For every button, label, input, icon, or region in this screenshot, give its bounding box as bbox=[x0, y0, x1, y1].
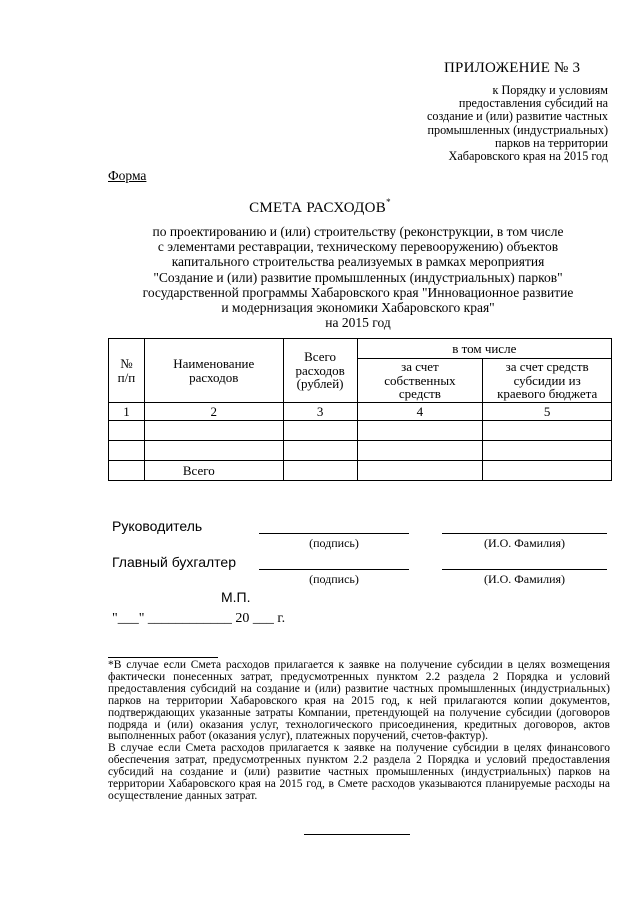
table-cell[interactable] bbox=[357, 421, 483, 441]
name-hint: (И.О. Фамилия) bbox=[483, 572, 566, 586]
document-title-text: СМЕТА РАСХОДОВ bbox=[249, 200, 387, 216]
signature-hint: (подпись) bbox=[309, 572, 359, 586]
description-line: капитального строительства реализуемых в рамках мероприятия bbox=[171, 254, 545, 270]
stamp-label: М.П. bbox=[221, 589, 251, 605]
appendix-title: ПРИЛОЖЕНИЕ № 3 bbox=[444, 60, 581, 76]
table-cell[interactable] bbox=[357, 461, 483, 481]
appendix-sub-line: промышленных (индустриальных) bbox=[427, 122, 608, 137]
table-cell[interactable] bbox=[283, 441, 357, 461]
head-signature-line[interactable] bbox=[259, 533, 409, 534]
table-cell[interactable] bbox=[483, 421, 612, 441]
head-label: Руководитель bbox=[112, 518, 203, 534]
document-title bbox=[0, 197, 640, 217]
total-label: Всего bbox=[144, 461, 283, 481]
signature-hint: (подпись) bbox=[309, 536, 359, 550]
table-cell[interactable] bbox=[483, 441, 612, 461]
table-cell: 5 bbox=[483, 403, 612, 421]
footnote-paragraph: *В случае если Смета расходов прилагается к заявке на получение субсидии в целях возмещения фактически понесенных затрат, предусмотренных пунктом 2.2 раздела 2 Порядка и условий предоставления субсидий на создание и (или) развитие частных промышленных (индустриальных) парков на территории Хабаровского края на 2015 год, к ней прилагаются копии документов, подтверждающих указанные затраты Компании, претендующей на получение субсидии (договоров подряда и (или) оказания услуг, технологического присоединения, кредитных договоров, актов выполненных работ (оказания услуг), платежных поручений, счетов-фактур). bbox=[108, 659, 610, 743]
table-cell: 4 bbox=[357, 403, 483, 421]
table-cell: 2 bbox=[144, 403, 283, 421]
numbering-row bbox=[109, 403, 612, 421]
header-name: Наименование расходов bbox=[144, 339, 283, 403]
table-cell bbox=[109, 461, 145, 481]
footnote-marker: * bbox=[386, 197, 391, 207]
table-cell[interactable] bbox=[109, 441, 145, 461]
estimate-table bbox=[108, 338, 612, 481]
appendix-sub-line: к Порядку и условиям bbox=[492, 83, 608, 97]
appendix-subtitle bbox=[380, 84, 608, 163]
head-name-line[interactable] bbox=[442, 533, 607, 534]
header-own-funds: за счет собственных средств bbox=[357, 359, 483, 403]
table-cell[interactable] bbox=[109, 421, 145, 441]
table-cell[interactable] bbox=[283, 461, 357, 481]
appendix-sub-line: создание и (или) развитие частных bbox=[426, 109, 608, 124]
table-cell: 1 bbox=[109, 403, 145, 421]
table-cell[interactable] bbox=[483, 461, 612, 481]
table-row bbox=[109, 421, 612, 441]
description-line: с элементами реставрации, техническому перевооружению) объектов bbox=[157, 239, 559, 255]
description-line: по проектированию и (или) строительству (реконструкции, в том числе bbox=[152, 224, 564, 239]
table-row bbox=[109, 441, 612, 461]
appendix-sub-line: предоставления субсидий на bbox=[458, 96, 608, 111]
table-cell[interactable] bbox=[144, 441, 283, 461]
header-num: № п/п bbox=[109, 339, 145, 403]
accountant-name-line[interactable] bbox=[442, 569, 607, 570]
description-line: и модернизация экономики Хабаровского края" bbox=[221, 300, 495, 316]
header-subsidy-funds: за счет средств субсидии из краевого бюджета bbox=[483, 359, 612, 403]
footnote-separator bbox=[108, 657, 218, 658]
table-cell[interactable] bbox=[357, 441, 483, 461]
accountant-signature-line[interactable] bbox=[259, 569, 409, 570]
header-total: Всего расходов (рублей) bbox=[283, 339, 357, 403]
description-line: на 2015 год bbox=[325, 315, 391, 331]
table-cell: 3 bbox=[283, 403, 357, 421]
description-line: "Создание и (или) развитие промышленных (индустриальных) парков" bbox=[153, 269, 563, 285]
footnote bbox=[108, 660, 610, 803]
date-line[interactable]: "___" ____________ 20 ___ г. bbox=[112, 611, 286, 626]
name-hint: (И.О. Фамилия) bbox=[483, 536, 566, 550]
accountant-label: Главный бухгалтер bbox=[112, 554, 236, 570]
footnote-paragraph: В случае если Смета расходов прилагается к заявке на получение субсидии в целях финансового обеспечения затрат, предусмотренных пунктом 2.2 раздела 2 Порядка и условий предоставления субсидий на создание и (или) развитие частных промышленных (индустриальных) парков на территории Хабаровского края на 2015 год, в Смете расходов указываются планируемые расходы на осуществление данных затрат. bbox=[108, 742, 610, 802]
table-cell[interactable] bbox=[283, 421, 357, 441]
table-cell[interactable] bbox=[144, 421, 283, 441]
description-line: государственной программы Хабаровского края "Инновационное развитие bbox=[142, 284, 574, 300]
end-separator bbox=[304, 834, 410, 835]
document-description bbox=[108, 224, 608, 330]
form-label: Форма bbox=[108, 168, 147, 183]
appendix-sub-line: парков на территории bbox=[494, 135, 608, 150]
appendix-sub-line: Хабаровского края на 2015 год bbox=[448, 149, 608, 164]
header-group: в том числе bbox=[357, 339, 611, 359]
total-row bbox=[109, 461, 612, 481]
